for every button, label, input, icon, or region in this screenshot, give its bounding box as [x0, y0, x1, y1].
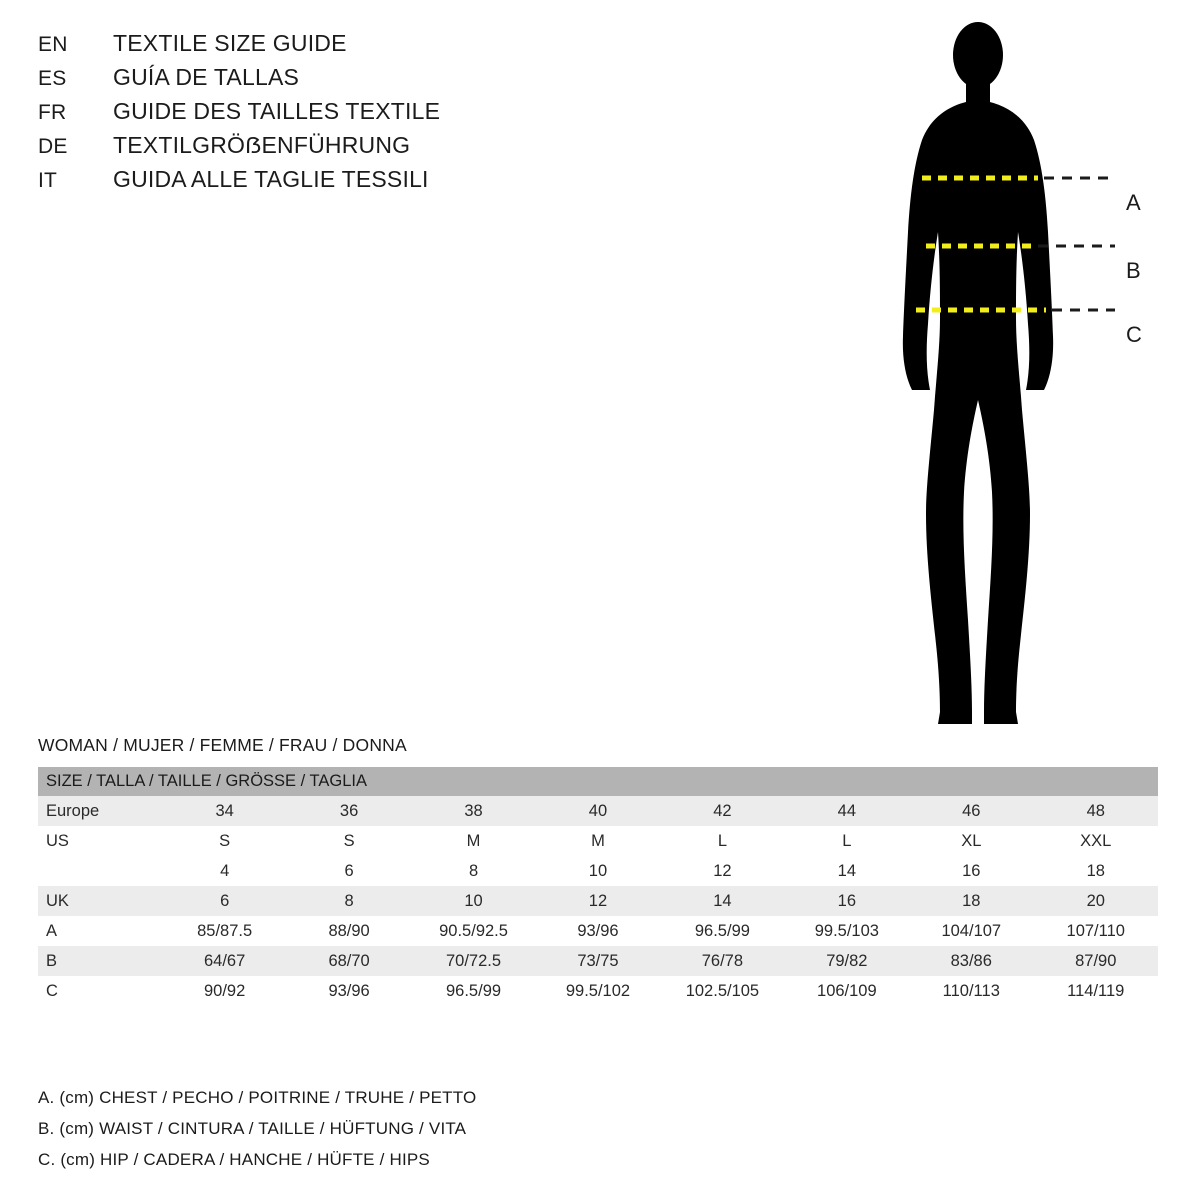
table-cell: M	[411, 826, 535, 856]
table-cell: 38	[411, 796, 535, 826]
table-cell: S	[162, 826, 286, 856]
table-cell: 6	[287, 856, 411, 886]
table-cell: 48	[1034, 796, 1159, 826]
table-cell: 6	[162, 886, 286, 916]
table-cell: 14	[785, 856, 909, 886]
table-cell: 99.5/103	[785, 916, 909, 946]
table-cell: 4	[162, 856, 286, 886]
row-label: US	[38, 826, 162, 856]
table-cell: XXL	[1034, 826, 1159, 856]
row-label	[38, 856, 162, 886]
title-lang-code: DE	[38, 135, 68, 158]
table-cell: 106/109	[785, 976, 909, 1006]
table-cell: 99.5/102	[536, 976, 660, 1006]
table-cell: 34	[162, 796, 286, 826]
table-cell: 88/90	[287, 916, 411, 946]
footnotes	[38, 1088, 938, 1181]
measure-label-c: C	[1126, 322, 1142, 347]
row-label: A	[38, 916, 162, 946]
table-cell: 20	[1034, 886, 1159, 916]
table-cell: 96.5/99	[411, 976, 535, 1006]
table-row	[38, 976, 1158, 1006]
table-cell: 76/78	[660, 946, 784, 976]
table-cell: 36	[287, 796, 411, 826]
title-lang-code: FR	[38, 101, 67, 124]
table-cell: 10	[411, 886, 535, 916]
footnote-chest: A. (cm) CHEST / PECHO / POITRINE / TRUHE / PETTO	[38, 1088, 477, 1107]
table-cell: 93/96	[536, 916, 660, 946]
title-row	[38, 166, 558, 198]
title-text: GUIDA ALLE TAGLIE TESSILI	[113, 166, 429, 192]
row-label: UK	[38, 886, 162, 916]
table-cell: 90/92	[162, 976, 286, 1006]
footnote-hip: C. (cm) HIP / CADERA / HANCHE / HÜFTE / HIPS	[38, 1150, 430, 1169]
table-cell: L	[660, 826, 784, 856]
table-cell: 46	[909, 796, 1033, 826]
table-cell: 83/86	[909, 946, 1033, 976]
footnote-waist: B. (cm) WAIST / CINTURA / TAILLE / HÜFTUNG / VITA	[38, 1119, 467, 1138]
table-cell: XL	[909, 826, 1033, 856]
table-cell: 70/72.5	[411, 946, 535, 976]
table-cell: 12	[536, 886, 660, 916]
table-row	[38, 886, 1158, 916]
table-cell: 107/110	[1034, 916, 1159, 946]
table-cell: 40	[536, 796, 660, 826]
title-block	[38, 30, 558, 200]
gender-heading: WOMAN / MUJER / FEMME / FRAU / DONNA	[38, 735, 407, 755]
table-header-row	[38, 767, 1158, 796]
table-cell: 42	[660, 796, 784, 826]
title-row	[38, 30, 558, 62]
title-lang-code: EN	[38, 33, 68, 56]
table-cell: 85/87.5	[162, 916, 286, 946]
table-cell: 8	[411, 856, 535, 886]
table-row	[38, 826, 1158, 856]
title-text: GUIDE DES TAILLES TEXTILE	[113, 98, 441, 124]
table-cell: L	[785, 826, 909, 856]
table-header-label: SIZE / TALLA / TAILLE / GRÖSSE / TAGLIA	[38, 767, 1158, 796]
size-table-section	[38, 735, 1158, 1006]
title-lang-code: IT	[38, 169, 58, 192]
table-cell: 93/96	[287, 976, 411, 1006]
table-cell: 64/67	[162, 946, 286, 976]
measure-label-a: A	[1126, 190, 1141, 215]
title-text: GUÍA DE TALLAS	[113, 64, 300, 90]
table-cell: 16	[785, 886, 909, 916]
female-silhouette-icon	[860, 18, 1180, 738]
table-cell: 87/90	[1034, 946, 1159, 976]
table-cell: 12	[660, 856, 784, 886]
table-cell: M	[536, 826, 660, 856]
table-row	[38, 946, 1158, 976]
table-cell: 14	[660, 886, 784, 916]
title-lang-code: ES	[38, 67, 67, 90]
table-row	[38, 916, 1158, 946]
row-label: B	[38, 946, 162, 976]
table-cell: 16	[909, 856, 1033, 886]
table-row	[38, 796, 1158, 826]
table-cell: 8	[287, 886, 411, 916]
table-cell: 79/82	[785, 946, 909, 976]
title-text: TEXTILE SIZE GUIDE	[113, 30, 347, 56]
row-label: Europe	[38, 796, 162, 826]
table-cell: 102.5/105	[660, 976, 784, 1006]
title-row	[38, 98, 558, 130]
title-row	[38, 64, 558, 96]
title-row	[38, 132, 558, 164]
table-cell: 18	[1034, 856, 1159, 886]
table-cell: 96.5/99	[660, 916, 784, 946]
figure-area	[860, 18, 1180, 738]
table-cell: 90.5/92.5	[411, 916, 535, 946]
table-cell: 44	[785, 796, 909, 826]
table-cell: 114/119	[1034, 976, 1159, 1006]
table-cell: 18	[909, 886, 1033, 916]
title-text: TEXTILGRÖẞENFÜHRUNG	[113, 132, 411, 158]
size-table	[38, 767, 1158, 1006]
table-cell: 10	[536, 856, 660, 886]
table-cell: 110/113	[909, 976, 1033, 1006]
measure-label-b: B	[1126, 258, 1141, 283]
table-cell: 68/70	[287, 946, 411, 976]
table-cell: 73/75	[536, 946, 660, 976]
table-cell: 104/107	[909, 916, 1033, 946]
table-cell: S	[287, 826, 411, 856]
row-label: C	[38, 976, 162, 1006]
table-row	[38, 856, 1158, 886]
